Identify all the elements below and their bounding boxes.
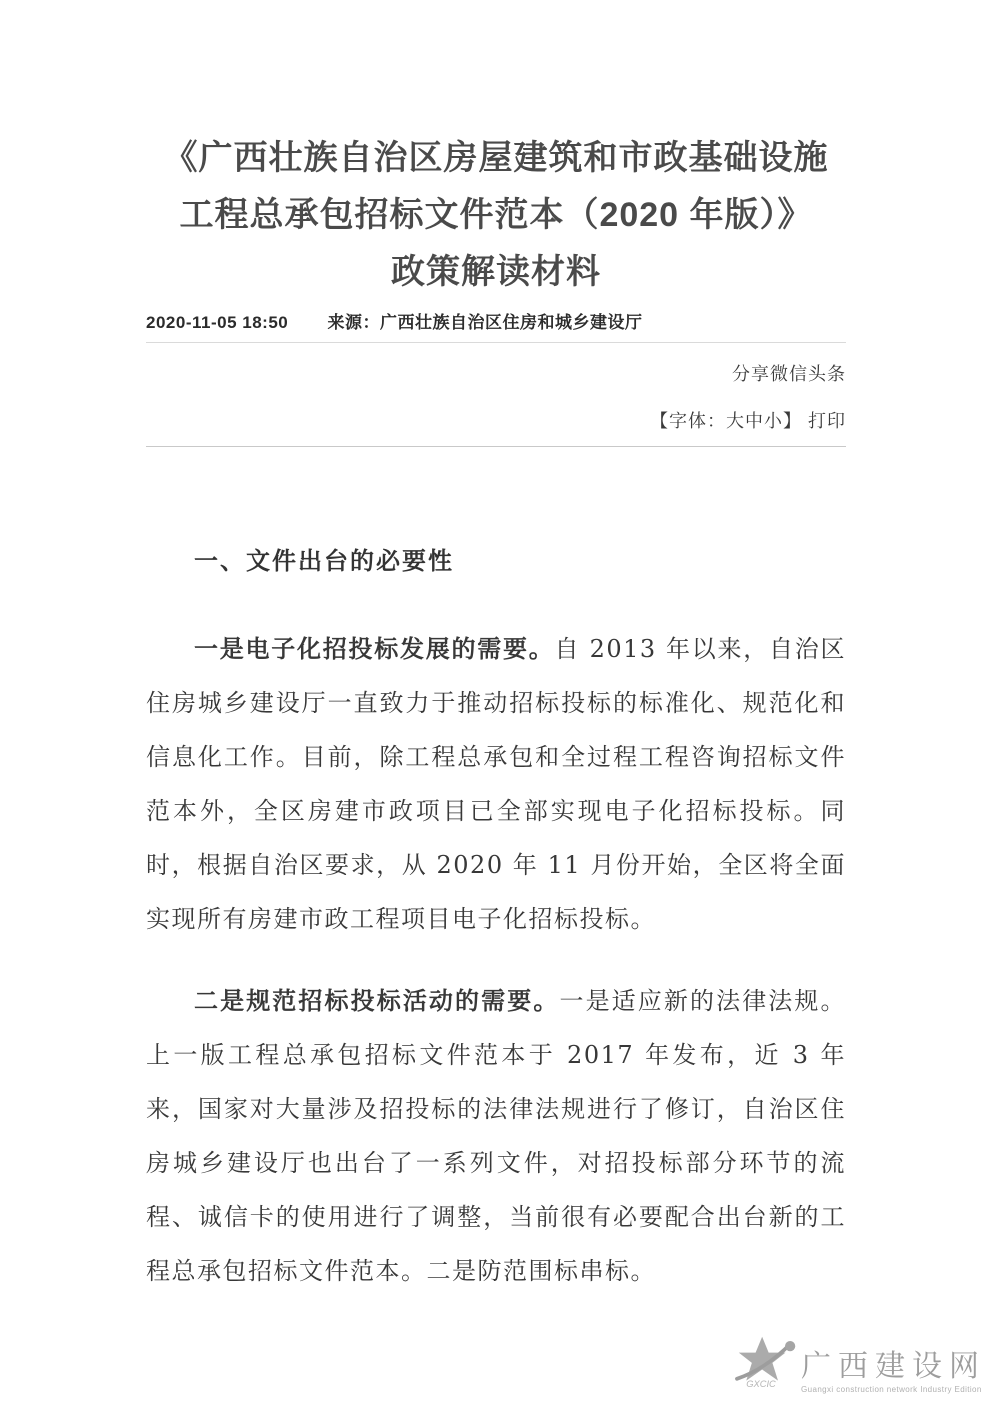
paragraph-2-text: 一是适应新的法律法规。上一版工程总承包招标文件范本于 2017 年发布，近 3 年来，国家对大量涉及招投标的法律法规进行了修订，自治区住房城乡建设厅也出台了一系列文件，对招投标部分环节的流程、诚信卡的使用进行了调整，当前很有必要配合出台新的工程总承包招标文件范本。二是防范围标串标。 xyxy=(146,987,847,1285)
page-title-line-2: 工程总承包招标文件范本（2020 年版）》 xyxy=(179,196,813,234)
site-watermark xyxy=(731,1334,986,1395)
page-title-line-1: 《广西壮族自治区房屋建筑和市政基础设施 xyxy=(163,139,829,177)
share-label: 分享 xyxy=(732,364,770,384)
section-heading: 一、文件出台的必要性 xyxy=(194,548,454,575)
source xyxy=(327,313,642,332)
site-caption: Guangxi construction network Industry Edition xyxy=(801,1385,982,1394)
source-label: 来源： xyxy=(327,313,380,332)
meta-bar xyxy=(146,308,846,343)
font-size-small-link[interactable]: 小 xyxy=(764,411,783,431)
page-title xyxy=(146,130,846,301)
paragraph-1 xyxy=(146,622,846,946)
share-wechat-link[interactable]: 微信 xyxy=(770,364,808,384)
paragraph-2 xyxy=(146,974,846,1298)
paragraph-1-text: 自 2013 年以来，自治区住房城乡建设厅一直致力于推动招标投标的标准化、规范化和信息化工作。目前，除工程总承包和全过程工程咨询招标文件范本外，全区房建市政项目已全部实现电子化招标投标。同时，根据自治区要求，从 2020 年 11 月份开始，全区将全面实现所有房建市政工程项目电子化招标投标。 xyxy=(146,635,847,933)
site-logo-abbrev: GXCIC xyxy=(746,1379,776,1390)
font-size-suffix: 】 xyxy=(783,411,802,431)
article-content xyxy=(146,0,846,1298)
font-size-large-link[interactable]: 大 xyxy=(726,411,745,431)
font-size-medium-link[interactable]: 中 xyxy=(745,411,764,431)
paragraph-2-lead: 二是规范招标投标活动的需要。 xyxy=(194,986,560,1015)
print-link[interactable]: 打印 xyxy=(808,411,846,431)
source-name: 广西壮族自治区住房和城乡建设厅 xyxy=(379,313,643,332)
site-logo-text xyxy=(801,1351,986,1395)
font-size-bar xyxy=(146,407,846,447)
publish-datetime: 2020-11-05 18:50 xyxy=(146,313,289,332)
share-bar xyxy=(146,343,846,386)
site-name: 广西建设网 xyxy=(801,1350,986,1383)
share-toutiao-link[interactable]: 头条 xyxy=(808,364,846,384)
font-size-prefix: 【字体： xyxy=(650,411,726,431)
page-title-line-3: 政策解读材料 xyxy=(391,253,601,291)
paragraph-1-lead: 一是电子化招投标发展的需要。 xyxy=(194,634,555,663)
site-logo-star-icon xyxy=(731,1334,797,1395)
article-body xyxy=(146,541,846,1298)
